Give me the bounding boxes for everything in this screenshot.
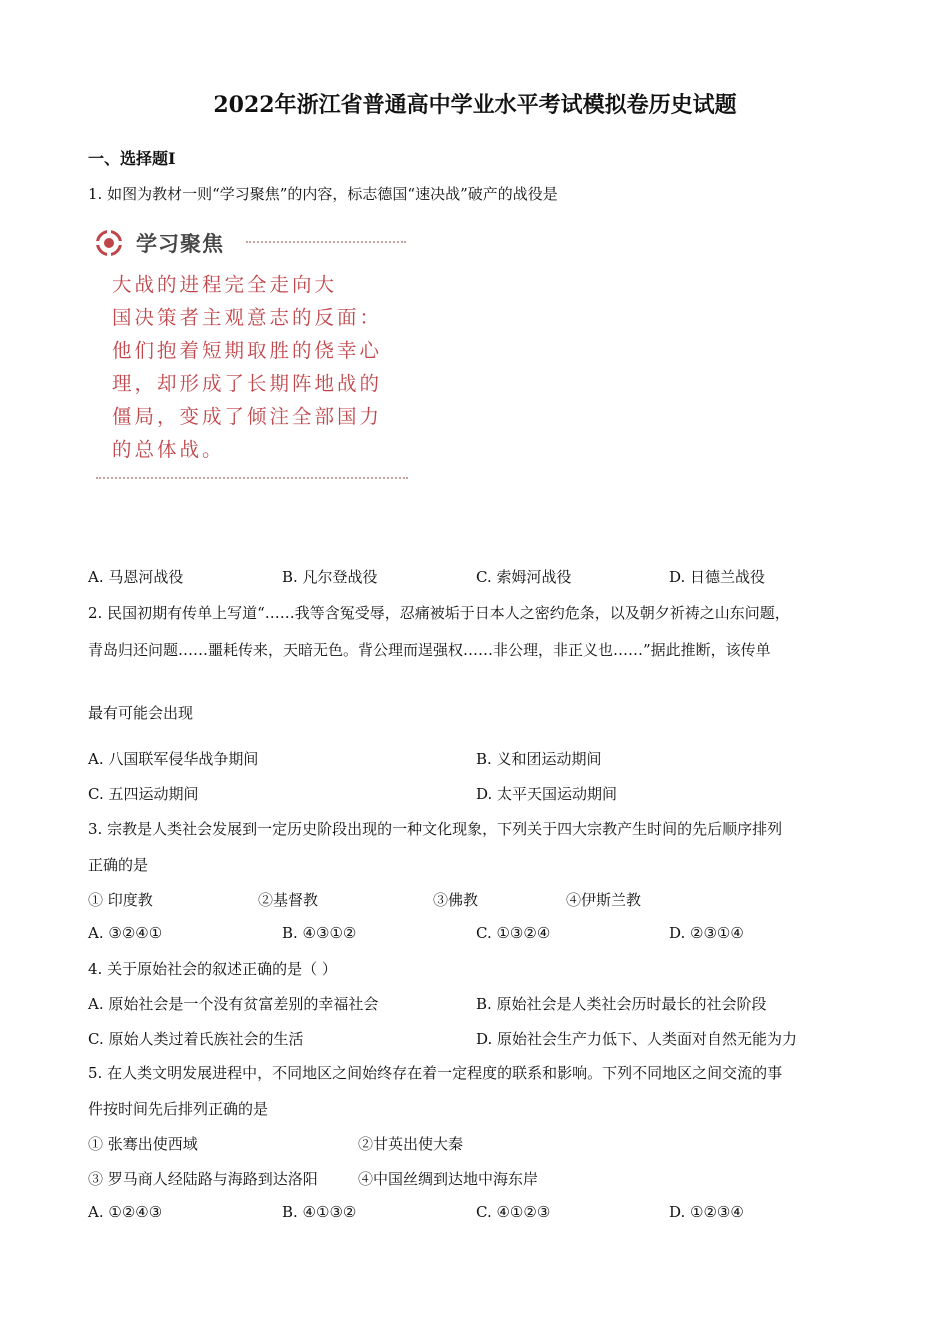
q1-option-d[interactable]: D. 日德兰战役 [669, 568, 766, 586]
q2-option-d[interactable]: D. 太平天国运动期间 [476, 785, 618, 803]
q4-option-c[interactable]: C. 原始人类过着氏族社会的生活 [88, 1030, 304, 1048]
q1-stem: 1. 如图为教材一则“学习聚焦”的内容，标志德国“速决战”破产的战役是 [88, 185, 558, 203]
q3-option-a[interactable]: A. ③②④① [88, 924, 163, 942]
q5-item: ① 张骞出使西域 [88, 1135, 198, 1153]
study-focus-line: 的总体战。 [112, 438, 225, 461]
study-focus-box [96, 228, 411, 480]
q3-option-c[interactable]: C. ①③②④ [476, 924, 551, 942]
divider [246, 241, 406, 243]
study-focus-text [112, 268, 402, 466]
section-heading: 一、选择题Ⅰ [88, 149, 176, 168]
q5-stem-line: 件按时间先后排列正确的是 [88, 1100, 269, 1118]
study-focus-title: 学习聚焦 [136, 232, 224, 256]
q5-stem-line: 5. 在人类文明发展进程中，不同地区之间始终存在着一定程度的联系和影响。下列不同地区之间交流的事 [88, 1064, 783, 1082]
q1-option-b[interactable]: B. 凡尔登战役 [282, 568, 378, 586]
study-focus-line: 他们抱着短期取胜的侥幸心 [112, 339, 383, 362]
q5-item: ④中国丝绸到达地中海东岸 [358, 1170, 539, 1188]
q3-item: ③佛教 [433, 891, 479, 909]
q5-option-d[interactable]: D. ①②③④ [669, 1203, 744, 1221]
q4-option-a[interactable]: A. 原始社会是一个没有贫富差别的幸福社会 [88, 995, 379, 1013]
q1-option-a[interactable]: A. 马恩河战役 [88, 568, 184, 586]
q2-option-c[interactable]: C. 五四运动期间 [88, 785, 199, 803]
q3-stem-line: 3. 宗教是人类社会发展到一定历史阶段出现的一种文化现象，下列关于四大宗教产生时间的先后顺序排列 [88, 820, 783, 838]
q4-stem: 4. 关于原始社会的叙述正确的是（ ） [88, 960, 337, 978]
q3-option-d[interactable]: D. ②③①④ [669, 924, 744, 942]
q4-option-b[interactable]: B. 原始社会是人类社会历时最长的社会阶段 [476, 995, 767, 1013]
q2-stem-line: 2. 民国初期有传单上写道“……我等含冤受辱，忍痛被垢于日本人之密约危条，以及朝夕祈祷之山东问题， [88, 604, 790, 622]
divider [96, 477, 408, 479]
q5-option-c[interactable]: C. ④①②③ [476, 1203, 551, 1221]
study-focus-line: 国决策者主观意志的反面： [112, 306, 383, 329]
q3-option-b[interactable]: B. ④③①② [282, 924, 357, 942]
study-focus-header [96, 228, 411, 258]
q3-stem-line: 正确的是 [88, 856, 149, 874]
target-icon [96, 230, 122, 256]
q5-item: ②甘英出使大秦 [358, 1135, 464, 1153]
study-focus-line: 理，却形成了长期阵地战的 [112, 372, 383, 395]
q3-item: ① 印度教 [88, 891, 153, 909]
q2-option-a[interactable]: A. 八国联军侵华战争期间 [88, 750, 259, 768]
study-focus-line: 僵局，变成了倾注全部国力 [112, 405, 383, 428]
q2-stem-line: 青岛归还问题……噩耗传来，天暗无色。背公理而逞强权……非公理，非正义也……”据此推断，该传单 [88, 641, 771, 659]
q4-option-d[interactable]: D. 原始社会生产力低下、人类面对自然无能为力 [476, 1030, 798, 1048]
q3-item: ②基督教 [258, 891, 319, 909]
q5-item: ③ 罗马商人经陆路与海路到达洛阳 [88, 1170, 318, 1188]
q3-item: ④伊斯兰教 [566, 891, 642, 909]
q5-option-a[interactable]: A. ①②④③ [88, 1203, 163, 1221]
q5-option-b[interactable]: B. ④①③② [282, 1203, 357, 1221]
page-title: 2022年浙江省普通高中学业水平考试模拟卷历史试题 [213, 92, 737, 118]
study-focus-line: 大战的进程完全走向大 [112, 273, 338, 296]
q2-option-b[interactable]: B. 义和团运动期间 [476, 750, 602, 768]
q2-stem-line: 最有可能会出现 [88, 704, 194, 722]
q1-option-c[interactable]: C. 索姆河战役 [476, 568, 572, 586]
